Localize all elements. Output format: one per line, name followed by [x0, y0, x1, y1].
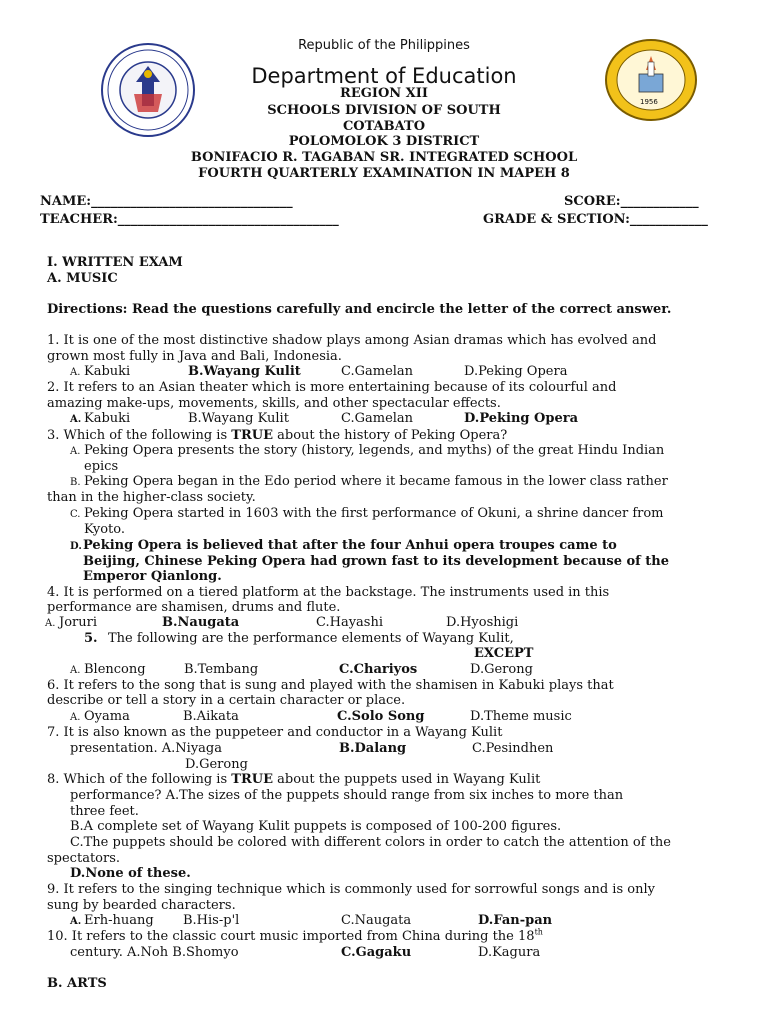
- q2-option-b[interactable]: B.Wayang Kulit: [188, 411, 289, 426]
- q8-true: TRUE: [231, 772, 273, 787]
- q6-option-c[interactable]: C.Solo Song: [337, 709, 425, 724]
- q10-superscript: th: [534, 927, 543, 937]
- q6-option-a[interactable]: Oyama: [84, 709, 130, 724]
- q10-option-d[interactable]: D.Kagura: [478, 945, 541, 960]
- republic-line: Republic of the Philippines: [298, 38, 470, 53]
- q8-option-c[interactable]: C.The puppets should be colored with different colors in order to catch the attention of the: [70, 835, 671, 850]
- q3-option-a-letter: A.: [70, 446, 81, 457]
- question-2-line-2: amazing make-ups, movements, skills, and other spectacular effects.: [47, 396, 501, 411]
- q4-option-b[interactable]: B.Naugata: [162, 615, 240, 630]
- q2-option-a-letter: A.: [70, 414, 82, 425]
- division-line-2: COTABATO: [342, 119, 426, 134]
- q1-option-a[interactable]: Kabuki: [84, 364, 131, 379]
- question-2-line-1: 2. It refers to an Asian theater which is more entertaining because of its colourful and: [47, 380, 617, 395]
- q3-option-c-line-1[interactable]: Peking Opera started in 1603 with the first performance of Okuni, a shrine dancer from: [84, 506, 664, 521]
- q4-option-a[interactable]: Joruri: [59, 615, 97, 630]
- q1-option-c[interactable]: C.Gamelan: [341, 364, 414, 379]
- q2-option-c[interactable]: C.Gamelan: [341, 411, 414, 426]
- q1-option-a-letter: A.: [70, 367, 81, 378]
- q8-option-d[interactable]: D.None of these.: [70, 866, 191, 881]
- q9-option-a[interactable]: Erh-huang: [84, 913, 154, 928]
- question-6-line-2: describe or tell a story in a certain character or place.: [47, 693, 406, 708]
- q3-option-b-line-1[interactable]: Peking Opera began in the Edo period where it became famous in the lower class rather: [84, 474, 668, 489]
- q2-option-d[interactable]: D.Peking Opera: [464, 411, 579, 426]
- seal-year: 1956: [640, 98, 658, 106]
- q9-option-a-letter: A.: [70, 916, 82, 927]
- q5-option-b[interactable]: B.Tembang: [184, 662, 259, 677]
- q9-option-d[interactable]: D.Fan-pan: [478, 913, 553, 928]
- q10-option-c[interactable]: C.Gagaku: [341, 945, 412, 960]
- district-line: POLOMOLOK 3 DISTRICT: [288, 134, 480, 149]
- q6-option-b[interactable]: B.Aikata: [183, 709, 239, 724]
- question-8-line-3: three feet.: [70, 804, 139, 819]
- name-field[interactable]: NAME:_______________________________: [40, 194, 293, 209]
- question-4-line-2: performance are shamisen, drums and flute.: [47, 600, 341, 615]
- q2-option-a[interactable]: Kabuki: [84, 411, 131, 426]
- q4-option-d[interactable]: D.Hyoshigi: [446, 615, 519, 630]
- directions: Directions: Read the questions carefully and encircle the letter of the correct answer.: [47, 302, 672, 317]
- q8-option-b[interactable]: B.A complete set of Wayang Kulit puppets is composed of 100-200 figures.: [70, 819, 562, 834]
- department-title: Department of Education: [251, 64, 517, 88]
- question-3-line-1: [47, 428, 507, 444]
- q5-option-c[interactable]: C.Chariyos: [339, 662, 418, 677]
- q3-option-c-line-2[interactable]: Kyoto.: [84, 522, 126, 537]
- q8-text-pre: 8. Which of the following is: [47, 772, 232, 787]
- q3-text-post: about the history of Peking Opera?: [273, 428, 508, 443]
- q7-option-d[interactable]: D.Gerong: [185, 757, 248, 772]
- q3-option-b-line-2[interactable]: than in the higher-class society.: [47, 490, 256, 505]
- question-1-line-1: 1. It is one of the most distinctive shadow plays among Asian dramas which has evolved and: [47, 333, 657, 348]
- q5-option-a[interactable]: Blencong: [84, 662, 146, 677]
- q3-option-d-line-3[interactable]: Emperor Qianlong.: [83, 569, 222, 584]
- exam-title: FOURTH QUARTERLY EXAMINATION IN MAPEH 8: [198, 166, 570, 181]
- q8-text-post: about the puppets used in Wayang Kulit: [273, 772, 541, 787]
- q7-option-c[interactable]: C.Pesindhen: [472, 741, 554, 756]
- q3-option-a-line-1[interactable]: Peking Opera presents the story (history, legends, and myths) of the great Hindu Indian: [84, 443, 665, 458]
- q5-option-a-letter: A.: [70, 665, 81, 676]
- q3-true: TRUE: [231, 428, 273, 443]
- grade-section-field[interactable]: GRADE & SECTION:____________: [483, 212, 708, 227]
- q4-option-a-letter: A.: [45, 618, 56, 629]
- q3-option-d-line-1[interactable]: Peking Opera is believed that after the four Anhui opera troupes came to: [83, 538, 617, 553]
- question-9-line-1: 9. It refers to the singing technique which is commonly used for sorrowful songs and is only: [47, 882, 655, 897]
- question-5-line-1: The following are the performance elements of Wayang Kulit,: [108, 631, 514, 646]
- music-heading: A. MUSIC: [47, 271, 118, 286]
- written-exam-heading: I. WRITTEN EXAM: [47, 255, 183, 270]
- question-1-line-2: grown most fully in Java and Bali, Indonesia.: [47, 349, 342, 364]
- question-10-line-2: century. A.Noh B.Shomyo: [70, 945, 239, 960]
- q3-option-b-letter: B.: [70, 477, 81, 488]
- score-field[interactable]: SCORE:____________: [564, 194, 699, 209]
- question-8-line-1: [47, 772, 540, 788]
- teacher-field[interactable]: TEACHER:__________________________________: [40, 212, 339, 227]
- question-4-line-1: 4. It is performed on a tiered platform at the backstage. The instruments used in this: [47, 585, 610, 600]
- q3-option-d-line-2[interactable]: Beijing, Chinese Peking Opera had grown fast to its development because of the: [83, 554, 670, 569]
- school-name: BONIFACIO R. TAGABAN SR. INTEGRATED SCHOOL: [190, 150, 578, 165]
- question-9-line-2: sung by bearded characters.: [47, 898, 236, 913]
- question-5-number: 5.: [84, 631, 98, 646]
- question-10-line-1: [47, 929, 543, 945]
- arts-heading: B. ARTS: [47, 976, 107, 991]
- q6-option-d[interactable]: D.Theme music: [470, 709, 572, 724]
- question-8-line-2: performance? A.The sizes of the puppets should range from six inches to more than: [70, 788, 624, 803]
- q9-option-c[interactable]: C.Naugata: [341, 913, 412, 928]
- question-5-except: EXCEPT: [474, 646, 534, 661]
- q7-option-b[interactable]: B.Dalang: [339, 741, 407, 756]
- q9-option-b[interactable]: B.His-p'l: [183, 913, 240, 928]
- q6-option-a-letter: A.: [70, 712, 81, 723]
- q3-text-pre: 3. Which of the following is: [47, 428, 232, 443]
- q3-option-d-letter: D.: [70, 541, 82, 552]
- q4-option-c[interactable]: C.Hayashi: [316, 615, 383, 630]
- q1-option-d[interactable]: D.Peking Opera: [464, 364, 568, 379]
- q1-option-b[interactable]: B.Wayang Kulit: [188, 364, 301, 379]
- division-line-1: SCHOOLS DIVISION OF SOUTH: [267, 103, 501, 118]
- q3-option-a-line-2[interactable]: epics: [84, 459, 119, 474]
- q10-text: 10. It refers to the classic court music imported from China during the 18: [47, 929, 535, 944]
- question-6-line-1: 6. It refers to the song that is sung and played with the shamisen in Kabuki plays that: [47, 678, 614, 693]
- question-7-line-2: presentation. A.Niyaga: [70, 741, 223, 756]
- region-line: REGION XII: [340, 86, 428, 101]
- q8-option-c-line-2[interactable]: spectators.: [47, 851, 121, 866]
- question-7-line-1: 7. It is also known as the puppeteer and conductor in a Wayang Kulit: [47, 725, 503, 740]
- q3-option-c-letter: C.: [70, 509, 81, 520]
- q5-option-d[interactable]: D.Gerong: [470, 662, 533, 677]
